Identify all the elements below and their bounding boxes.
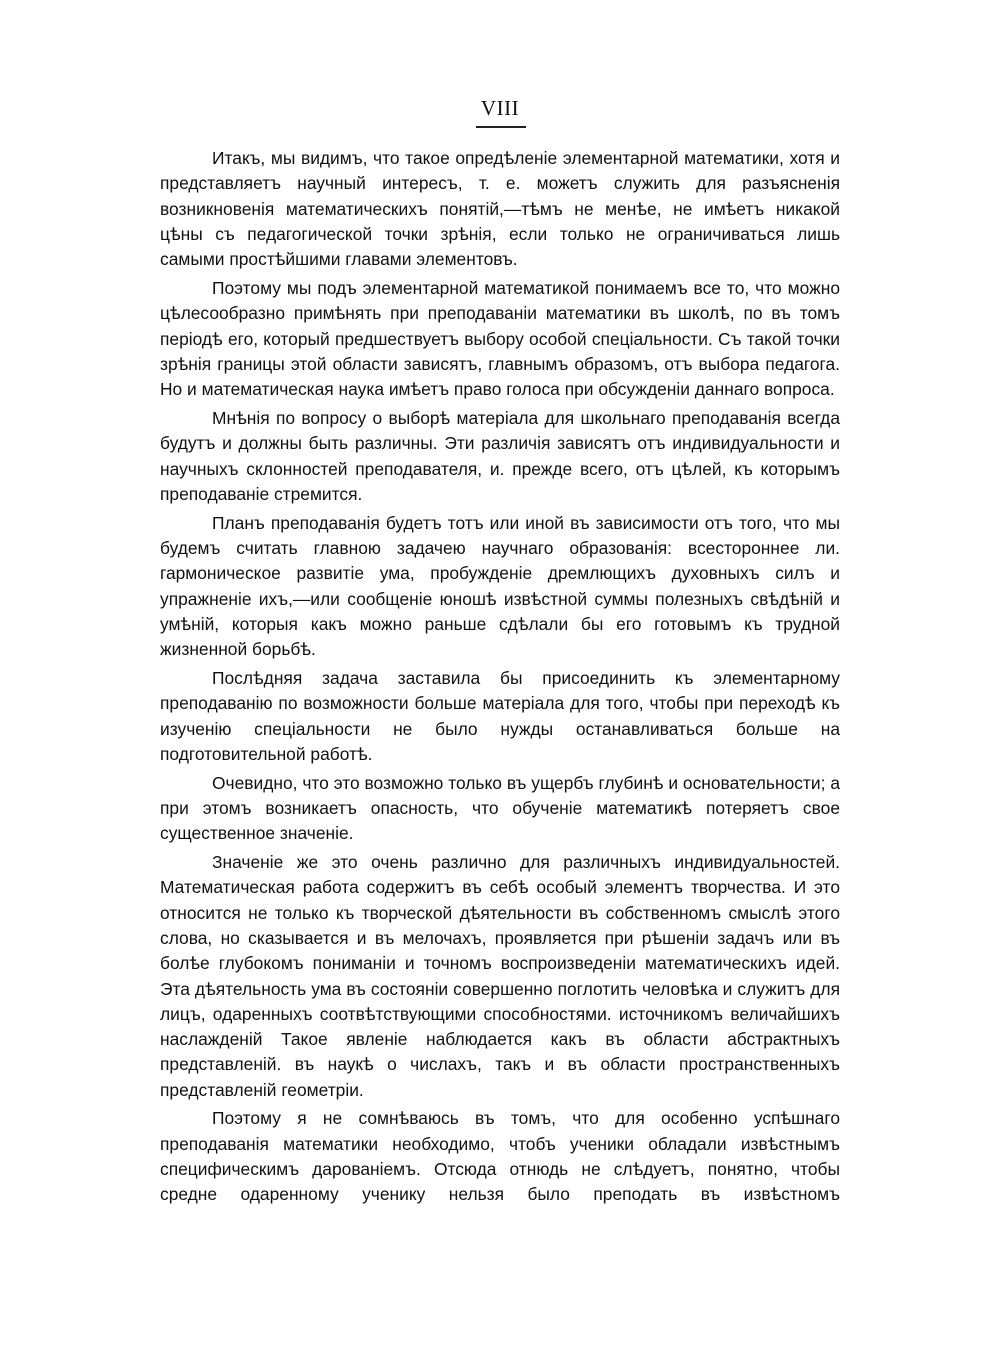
- paragraph: Значеніе же это очень различно для различныхъ индивидуальностей. Математическая работа содержитъ въ себѣ особый элементъ творчества. И это относится не только къ творческой дѣятельности въ собственномъ смыслѣ этого слова, но сказывается и въ мелочахъ, проявляется при рѣшеніи задачъ или въ болѣе глубокомъ пониманіи и точномъ воспроизведеніи математическихъ идей. Эта дѣятельность ума въ состояніи совершенно поглотить человѣка и служитъ для лицъ, одаренныхъ соотвѣтствующими способностями. источникомъ величайшихъ наслажденій Такое явленіе наблюдается какъ въ области абстрактныхъ представленій. въ наукѣ о числахъ, такъ и въ области пространственныхъ представленій геометріи.: [160, 852, 840, 1100]
- paragraph: Очевидно, что это возможно только въ ущербъ глубинѣ и основательности; а при этомъ возникаетъ опасность, что обученіе математикѣ потеряетъ свое существенное значеніе.: [160, 772, 840, 844]
- paragraph: Послѣдняя задача заставила бы присоединить къ элементарному преподаванію по возможности больше матеріала для того, чтобы при переходѣ къ изученію спеціальности не было нужды останавливаться больше на подготовительной работѣ.: [160, 667, 840, 764]
- page-number: VIII: [480, 96, 520, 120]
- paragraph: Поэтому я не сомнѣваюсь въ томъ, что для особенно успѣшнаго преподаванія математики необходимо, чтобъ ученики обладали извѣстнымъ специфическимъ дарованіемъ. Отсюда отнюдь не слѣдуетъ, понятно, чтобы средне одаренному ученику нельзя было преподать въ извѣстномъ: [160, 1108, 840, 1205]
- paragraph: Поэтому мы подъ элементарной математикой понимаемъ все то, что можно цѣлесообразно примѣнять при преподаваніи математики въ школѣ, по въ томъ періодѣ его, который предшествуетъ выбору особой спеціальности. Съ такой точки зрѣнія границы этой области зависятъ, главнымъ образомъ, отъ выбора педагога. Но и математическая наука имѣетъ право голоса при обсужденіи даннаго вопроса.: [160, 277, 840, 400]
- paragraph: Планъ преподаванія будетъ тотъ или иной въ зависимости отъ того, что мы будемъ считать главною задачею научнаго образованія: всестороннее ли. гармоническое развитіе ума, пробужденіе дремлющихъ духовныхъ силъ и упражненіе ихъ,—или сообщеніе юношѣ извѣстной суммы полезныхъ свѣдѣній и умѣній, которыя какъ можно раньше сдѣлали бы его готовымъ къ трудной жизненной борьбѣ.: [160, 512, 840, 660]
- text-body: [160, 146, 840, 1208]
- paragraph: Итакъ, мы видимъ, что такое опредѣленіе элементарной математики, хотя и представляетъ научный интересъ, т. е. можетъ служить для разъясненія возникновенія математическихъ понятій,—тѣмъ не менѣе, не имѣетъ никакой цѣны съ педагогической точки зрѣнія, если только не ограничиваться лишь самыми простѣйшими главами элементовъ.: [160, 148, 840, 270]
- page-number-rule: [476, 126, 526, 128]
- paragraph: Мнѣнія по вопросу о выборѣ матеріала для школьнаго преподаванія всегда будутъ и должны быть различны. Эти различія зависятъ отъ индивидуальности и научныхъ склонностей преподавателя, и. прежде всего, отъ цѣлей, къ которымъ преподаваніе стремится.: [160, 407, 840, 504]
